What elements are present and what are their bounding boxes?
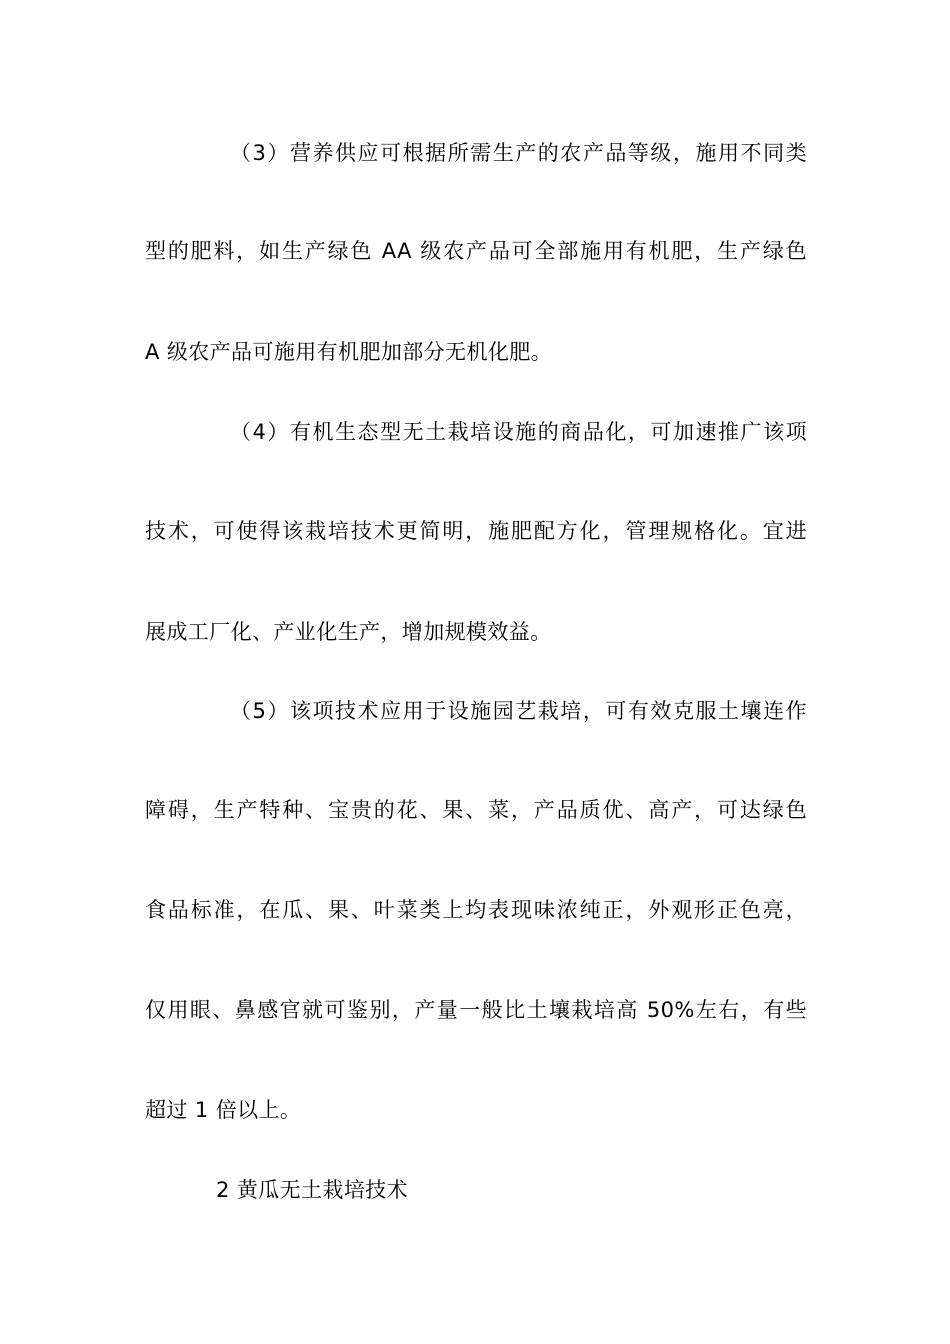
paragraph-3-line-3: A 级农产品可施用有机肥加部分无机化肥。 [145,340,553,364]
paragraph-4-line-2: 技术，可使得该栽培技术更简明，施肥配方化，管理规格化。宜进 [145,519,807,543]
paragraph-3-line-1: （3）营养供应可根据所需生产的农产品等级，施用不同类 [230,141,807,165]
paragraph-3-line-2: 型的肥料，如生产绿色 AA 级农产品可全部施用有机肥，生产绿色 [145,239,807,263]
paragraph-5-line-1: （5）该项技术应用于设施园艺栽培，可有效克服土壤连作 [230,699,807,723]
paragraph-5-line-5: 超过 1 倍以上。 [145,1098,302,1122]
section-heading: 2 黄瓜无土栽培技术 [216,1178,409,1202]
paragraph-4-line-1: （4）有机生态型无土栽培设施的商品化，可加速推广该项 [230,420,807,444]
paragraph-5-line-4: 仅用眼、鼻感官就可鉴别，产量一般比土壤栽培高 50%左右，有些 [145,998,807,1022]
paragraph-4-line-3: 展成工厂化、产业化生产，增加规模效益。 [145,620,552,644]
paragraph-5-line-3: 食品标准，在瓜、果、叶菜类上均表现味浓纯正，外观形正色亮， [145,898,807,922]
paragraph-5-line-2: 障碍，生产特种、宝贵的花、果、菜，产品质优、高产，可达绿色 [145,798,807,822]
